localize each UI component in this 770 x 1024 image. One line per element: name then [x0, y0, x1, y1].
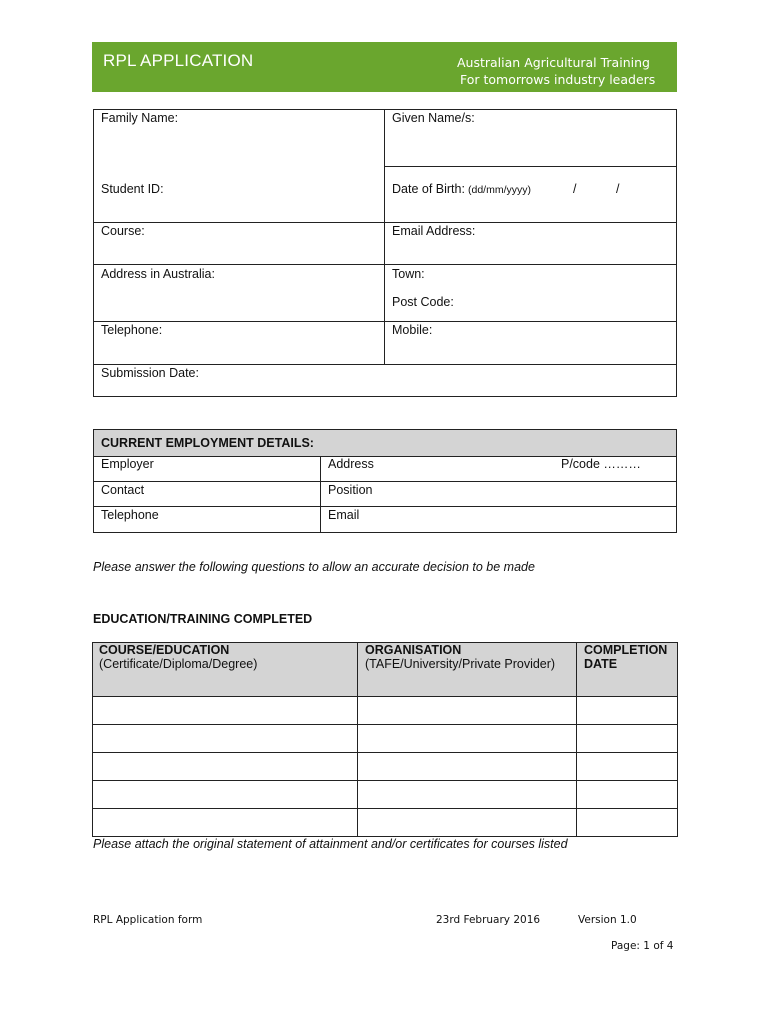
dob-format: (dd/mm/yyyy)	[468, 184, 531, 196]
course-column-title: COURSE/EDUCATION	[99, 643, 230, 657]
row-divider	[93, 222, 677, 223]
dob-separator: /	[573, 182, 577, 196]
tagline-line-2: For tomorrows industry leaders	[460, 72, 656, 87]
row-divider	[93, 321, 677, 322]
footer-version: Version 1.0	[578, 914, 637, 926]
submission-date-field[interactable]: Submission Date:	[101, 366, 199, 380]
row-divider	[92, 696, 678, 697]
row-divider	[92, 724, 678, 725]
completion-column-title-2: DATE	[584, 657, 618, 671]
row-divider	[92, 780, 678, 781]
row-divider	[384, 166, 677, 167]
postcode-field[interactable]: P/code ………	[561, 457, 641, 471]
given-names-field[interactable]: Given Name/s:	[392, 111, 475, 125]
employment-col-divider	[320, 456, 321, 533]
organisation-column-title: ORGANISATION	[365, 643, 462, 657]
footer-page-number: Page: 1 of 4	[611, 940, 674, 952]
instructions-text: Please answer the following questions to allow an accurate decision to be made	[93, 560, 535, 574]
course-field[interactable]: Course:	[101, 224, 145, 238]
personal-details-table	[93, 109, 677, 397]
telephone-field[interactable]: Telephone:	[101, 323, 163, 337]
employer-telephone-field[interactable]: Telephone	[101, 508, 159, 522]
page-title: RPL APPLICATION	[103, 51, 254, 70]
employer-address-field[interactable]: Address	[328, 457, 374, 471]
position-field[interactable]: Position	[328, 483, 373, 497]
employer-email-field[interactable]: Email	[328, 508, 360, 522]
employment-heading: CURRENT EMPLOYMENT DETAILS:	[101, 436, 314, 450]
completion-column-title: COMPLETION	[584, 643, 668, 657]
dob-label: Date of Birth:	[392, 182, 465, 196]
row-divider	[92, 808, 678, 809]
row-divider	[93, 481, 677, 482]
email-field[interactable]: Email Address:	[392, 224, 476, 238]
row-divider	[92, 752, 678, 753]
employer-field[interactable]: Employer	[101, 457, 154, 471]
family-name-field[interactable]: Family Name:	[101, 111, 179, 125]
footer-date: 23rd February 2016	[436, 914, 541, 926]
row-divider	[93, 264, 677, 265]
address-field[interactable]: Address in Australia:	[101, 267, 215, 281]
header-banner	[92, 42, 677, 92]
education-heading: EDUCATION/TRAINING COMPLETED	[93, 612, 313, 626]
attachment-note: Please attach the original statement of attainment and/or certificates for courses listed	[93, 837, 568, 851]
tagline-line-1: Australian Agricultural Training	[457, 55, 650, 70]
town-field[interactable]: Town:	[392, 267, 425, 281]
mobile-field[interactable]: Mobile:	[392, 323, 433, 337]
student-id-field[interactable]: Student ID:	[101, 182, 164, 196]
course-column-subtitle: (Certificate/Diploma/Degree)	[99, 657, 258, 671]
contact-field[interactable]: Contact	[101, 483, 145, 497]
row-divider	[93, 506, 677, 507]
post-code-field[interactable]: Post Code:	[392, 295, 454, 309]
row-divider	[93, 364, 677, 365]
personal-col-divider	[384, 109, 385, 365]
organisation-column-subtitle: (TAFE/University/Private Provider)	[365, 657, 556, 671]
dob-separator: /	[616, 182, 620, 196]
footer-form-name: RPL Application form	[93, 914, 203, 926]
